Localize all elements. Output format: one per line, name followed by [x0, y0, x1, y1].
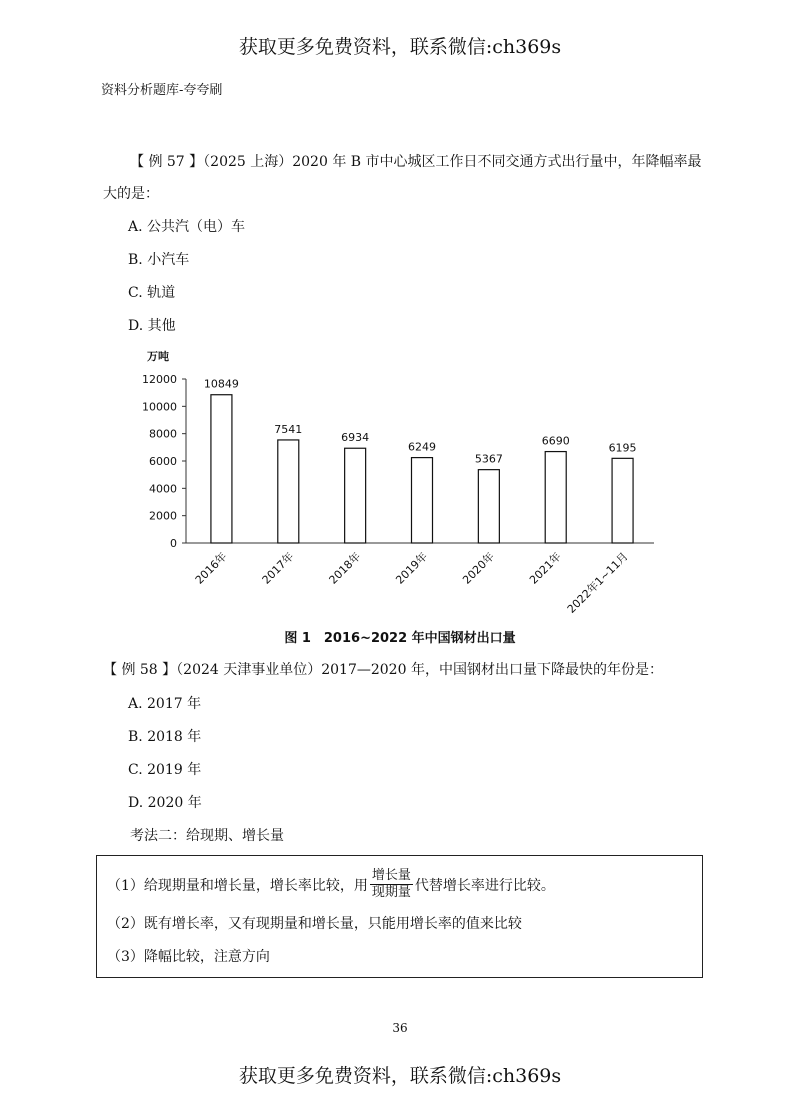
page-subtitle: 资料分析题库-夸夸刷: [101, 83, 223, 98]
data-label: 6690: [541, 434, 570, 448]
chart-caption: 图 1 2016~2022 年中国钢材出口量: [284, 631, 516, 646]
x-tick-label: 2019年: [393, 549, 431, 587]
bar: [412, 458, 433, 543]
method-item-3: （3）降幅比较，注意方向: [107, 949, 270, 965]
y-tick-label: 10000: [142, 400, 177, 414]
data-label: 6249: [408, 440, 436, 454]
data-label: 10849: [203, 377, 239, 391]
q57-option-c: C. 轨道: [128, 285, 176, 301]
method-box: [96, 855, 703, 978]
q58-option-a: A. 2017 年: [128, 696, 202, 712]
y-tick-label: 2000: [149, 509, 177, 523]
y-unit-label: 万吨: [147, 350, 169, 363]
x-tick-label: 2020年: [460, 549, 497, 587]
data-label: 6934: [341, 431, 370, 445]
data-label: 5367: [474, 452, 503, 466]
x-tick-label: 2021年: [527, 549, 564, 587]
data-label: 7541: [274, 422, 303, 436]
x-tick-label: 2016年: [192, 549, 230, 587]
bar: [211, 395, 232, 543]
fraction-denominator: 现期量: [371, 885, 411, 900]
bar: [345, 448, 366, 543]
banner-bottom: 获取更多免费资料，联系微信:ch369s: [238, 1065, 562, 1087]
x-tick-label: 2018年: [326, 549, 364, 587]
y-tick-label: 12000: [142, 373, 177, 386]
method-item-2: （2）既有增长率，又有现期量和增长量，只能用增长率的值来比较: [107, 916, 522, 932]
bar: [545, 452, 566, 543]
q57-option-d: D. 其他: [128, 318, 176, 334]
q57-question-line1: 【 例 57 】（2025 上海）2020 年 B 市中心城区工作日不同交通方式出行量中，年降幅率最: [130, 154, 702, 170]
x-tick-label: 2022年1~11月: [564, 549, 631, 616]
bar: [478, 470, 499, 543]
method-title: 考法二：给现期、增长量: [130, 828, 284, 844]
bar-chart: [0, 340, 800, 620]
q58-option-b: B. 2018 年: [128, 729, 202, 745]
method-item-1-after: 代替增长率进行比较。: [414, 877, 555, 894]
banner-top: 获取更多免费资料，联系微信:ch369s: [238, 36, 562, 58]
x-tick-label: 2017年: [259, 549, 297, 587]
bar: [612, 458, 633, 543]
y-tick-label: 6000: [149, 455, 177, 468]
q58-question: 【 例 58 】（2024 天津事业单位）2017—2020 年，中国钢材出口量下降最快的年份是：: [103, 662, 663, 678]
method-item-1: [107, 868, 555, 901]
q58-option-d: D. 2020 年: [128, 795, 202, 811]
q58-option-c: C. 2019 年: [128, 762, 202, 778]
bar: [278, 440, 299, 543]
y-tick-label: 8000: [149, 427, 177, 441]
q57-question-line2: 大的是：: [103, 186, 159, 202]
page-number: 36: [392, 1021, 408, 1035]
method-item-1-before: （1）给现期量和增长量，增长率比较，用: [107, 877, 368, 894]
q57-option-a: A. 公共汽（电）车: [128, 219, 246, 235]
y-tick-label: 0: [170, 537, 177, 550]
q57-option-b: B. 小汽车: [128, 252, 190, 268]
fraction: [370, 868, 413, 901]
data-label: 6195: [608, 441, 637, 455]
fraction-numerator: 增长量: [371, 868, 411, 883]
y-tick-label: 4000: [149, 482, 177, 496]
